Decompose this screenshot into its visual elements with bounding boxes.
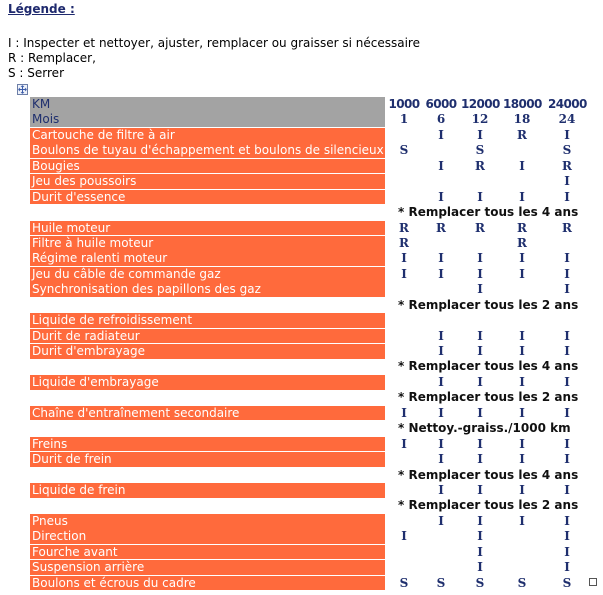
schedule-cell: I <box>438 374 444 389</box>
schedule-cell: I <box>438 127 444 142</box>
schedule-cell: S <box>436 575 446 590</box>
schedule-cell: I <box>477 452 483 467</box>
schedule-cell: I <box>564 544 570 559</box>
maintenance-item-label: Suspension arrière <box>30 560 385 575</box>
schedule-cell: I <box>401 266 407 281</box>
schedule-cell: I <box>519 189 525 204</box>
schedule-cell <box>385 282 423 297</box>
schedule-cell: S <box>475 143 485 158</box>
km-value: 1000 <box>388 97 420 111</box>
schedule-cell <box>422 545 460 560</box>
km-value: 24000 <box>548 97 587 111</box>
schedule-cell: S <box>562 575 572 590</box>
schedule-cell: I <box>564 174 570 189</box>
schedule-cell <box>503 282 541 297</box>
schedule-cell: R <box>475 158 485 173</box>
maintenance-item-label: Durit d'embrayage <box>30 344 385 359</box>
legend-line-tighten: S : Serrer <box>8 66 64 80</box>
schedule-cell <box>385 329 423 344</box>
schedule-cell: I <box>519 158 525 173</box>
schedule-cell: I <box>564 529 570 544</box>
schedule-cell: I <box>401 529 407 544</box>
schedule-cell: R <box>562 158 572 173</box>
schedule-cell <box>461 313 499 328</box>
schedule-cell: I <box>438 405 444 420</box>
schedule-cell <box>385 128 423 143</box>
schedule-cell <box>385 174 423 189</box>
schedule-cell <box>422 143 460 158</box>
schedule-cell: I <box>564 452 570 467</box>
mois-value: 1 <box>399 112 409 127</box>
mois-value: 12 <box>471 112 489 127</box>
schedule-cell: I <box>519 344 525 358</box>
schedule-cell: I <box>477 251 483 266</box>
schedule-cell <box>422 174 460 189</box>
schedule-cell: I <box>477 436 483 451</box>
schedule-cell <box>548 236 586 251</box>
maintenance-item-label: Jeu des poussoirs <box>30 174 385 189</box>
schedule-cell <box>461 236 499 251</box>
schedule-cell <box>385 375 423 390</box>
schedule-cell <box>385 313 423 328</box>
maintenance-item-label: Boulons de tuyau d'échappement et boulons de silencieux <box>32 143 384 158</box>
schedule-cell: I <box>519 436 525 451</box>
legend-line-inspect: I : Inspecter et nettoyer, ajuster, remplacer ou graisser si nécessaire <box>8 36 420 50</box>
schedule-cell: I <box>477 374 483 389</box>
schedule-cell: I <box>401 436 407 451</box>
schedule-cell: S <box>399 143 409 158</box>
maintenance-item-label: Liquide de refroidissement <box>30 313 385 328</box>
schedule-cell: I <box>519 374 525 389</box>
schedule-cell: I <box>564 405 570 420</box>
maintenance-item-label: Huile moteur <box>30 221 385 236</box>
schedule-cell: I <box>477 328 483 343</box>
schedule-cell <box>503 313 541 328</box>
schedule-cell: I <box>519 482 525 497</box>
resize-handle-icon[interactable] <box>589 578 597 586</box>
schedule-cell: I <box>564 482 570 497</box>
mois-value: 6 <box>436 112 446 127</box>
maintenance-item-label: Liquide de frein <box>30 483 385 498</box>
interval-note: * Remplacer tous les 4 ans <box>398 359 579 374</box>
interval-note: * Remplacer tous les 4 ans <box>398 467 579 482</box>
schedule-cell <box>385 560 423 575</box>
schedule-cell <box>422 560 460 575</box>
schedule-cell: I <box>477 544 483 559</box>
km-header-label: KM <box>30 97 385 112</box>
maintenance-item-label: Filtre à huile moteur <box>30 236 385 251</box>
maintenance-item-label: Bougies <box>30 159 385 174</box>
schedule-cell <box>461 174 499 189</box>
maintenance-item-label: Durit d'essence <box>30 190 385 205</box>
legend-lines <box>8 36 420 81</box>
maintenance-item-label: Direction <box>30 529 385 544</box>
schedule-cell: I <box>519 251 525 266</box>
schedule-cell <box>548 313 586 328</box>
schedule-cell: I <box>519 513 525 528</box>
schedule-cell: S <box>399 575 409 590</box>
table-move-handle-icon[interactable] <box>17 84 28 95</box>
schedule-cell <box>385 344 423 359</box>
schedule-cell <box>385 514 423 529</box>
schedule-cell: I <box>564 189 570 204</box>
maintenance-item-label: Chaîne d'entraînement secondaire <box>30 406 385 421</box>
km-value: 18000 <box>503 97 542 111</box>
schedule-cell: I <box>564 344 570 358</box>
schedule-cell: I <box>438 328 444 343</box>
maintenance-item-label: Boulons et écrous du cadre <box>30 576 385 591</box>
schedule-cell <box>503 529 541 544</box>
maintenance-item-label: Pneus <box>30 514 385 529</box>
interval-note: * Remplacer tous les 4 ans <box>398 205 579 220</box>
schedule-cell: I <box>438 344 444 358</box>
schedule-cell: I <box>564 251 570 266</box>
maintenance-item-label: Synchronisation des papillons des gaz <box>30 282 385 297</box>
mois-value: 18 <box>513 112 531 127</box>
schedule-cell <box>385 452 423 467</box>
schedule-cell: I <box>564 127 570 142</box>
schedule-cell: I <box>519 266 525 281</box>
schedule-cell <box>385 545 423 560</box>
schedule-cell: I <box>564 436 570 451</box>
maintenance-item-label: Fourche avant <box>30 545 385 560</box>
legend-title: Légende : <box>8 2 75 16</box>
schedule-cell: I <box>477 189 483 204</box>
schedule-cell: I <box>477 513 483 528</box>
schedule-cell: I <box>564 560 570 575</box>
schedule-cell: I <box>477 282 483 297</box>
schedule-cell: I <box>438 266 444 281</box>
maintenance-item-label: Jeu du câble de commande gaz <box>30 267 385 282</box>
interval-note: * Remplacer tous les 2 ans <box>398 297 579 312</box>
schedule-cell: I <box>564 374 570 389</box>
schedule-cell: R <box>517 127 527 142</box>
schedule-cell: I <box>438 452 444 467</box>
schedule-cell: I <box>401 405 407 420</box>
schedule-cell <box>385 159 423 174</box>
schedule-cell: I <box>564 513 570 528</box>
schedule-cell <box>422 282 460 297</box>
schedule-cell: I <box>438 482 444 497</box>
km-value: 12000 <box>461 97 500 111</box>
schedule-cell: I <box>564 328 570 343</box>
schedule-cell: R <box>436 220 446 235</box>
schedule-cell: I <box>438 189 444 204</box>
schedule-cell: I <box>477 127 483 142</box>
schedule-cell: I <box>519 452 525 467</box>
schedule-cell <box>422 236 460 251</box>
schedule-cell: I <box>438 436 444 451</box>
schedule-cell: I <box>401 251 407 266</box>
schedule-cell: R <box>475 220 485 235</box>
schedule-cell: I <box>438 251 444 266</box>
schedule-cell <box>503 143 541 158</box>
maintenance-item-label: Cartouche de filtre à air <box>30 128 385 143</box>
interval-note: * Remplacer tous les 2 ans <box>398 498 579 513</box>
schedule-cell: I <box>519 328 525 343</box>
schedule-cell: R <box>562 220 572 235</box>
schedule-cell: S <box>562 143 572 158</box>
schedule-cell <box>385 190 423 205</box>
schedule-cell: I <box>438 513 444 528</box>
maintenance-item-label: Durit de frein <box>30 452 385 467</box>
schedule-cell: I <box>477 560 483 575</box>
mois-header-label: Mois <box>30 112 385 127</box>
schedule-cell: R <box>517 235 527 250</box>
schedule-cell <box>422 529 460 544</box>
schedule-cell: R <box>517 220 527 235</box>
schedule-cell: I <box>564 266 570 281</box>
schedule-cell: I <box>477 344 483 358</box>
km-value: 6000 <box>425 97 457 111</box>
schedule-cell <box>503 174 541 189</box>
schedule-cell <box>422 313 460 328</box>
schedule-cell <box>503 560 541 575</box>
schedule-cell: S <box>517 575 527 590</box>
maintenance-item-label: Freins <box>30 437 385 452</box>
schedule-cell: I <box>477 529 483 544</box>
schedule-cell: I <box>477 405 483 420</box>
maintenance-item-label: Régime ralenti moteur <box>30 251 385 266</box>
schedule-cell: I <box>564 282 570 297</box>
schedule-cell: I <box>477 266 483 281</box>
schedule-cell: R <box>399 220 409 235</box>
schedule-cell: I <box>519 405 525 420</box>
schedule-cell: I <box>438 158 444 173</box>
interval-note: * Remplacer tous les 2 ans <box>398 390 579 405</box>
interval-note: * Nettoy.-graiss./1000 km <box>398 421 571 436</box>
legend-line-replace: R : Remplacer, <box>8 51 96 65</box>
schedule-cell <box>503 545 541 560</box>
maintenance-item-label: Liquide d'embrayage <box>30 375 385 390</box>
schedule-cell <box>385 483 423 498</box>
maintenance-item-label: Durit de radiateur <box>30 329 385 344</box>
schedule-cell: I <box>477 482 483 497</box>
schedule-cell: R <box>399 235 409 250</box>
schedule-cell: S <box>475 575 485 590</box>
mois-value: 24 <box>558 112 576 127</box>
